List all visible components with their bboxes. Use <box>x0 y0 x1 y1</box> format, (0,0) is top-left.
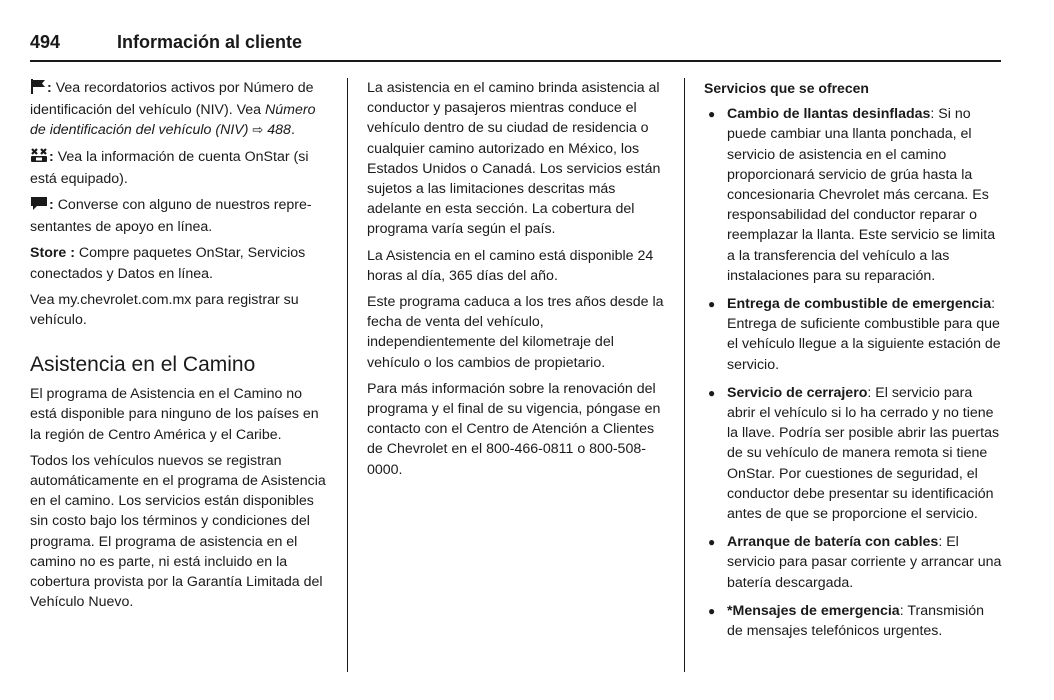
service-term: Arranque de batería con cables <box>727 534 939 551</box>
bullet-icon: ● <box>708 535 716 550</box>
page-number: 494 <box>30 32 61 52</box>
chat-paragraph <box>30 195 328 237</box>
service-text: : Entrega de suficiente combustible para que el vehículo llegue a la siguiente estación de servicio. <box>727 296 1001 373</box>
onstar-paragraph <box>30 147 328 189</box>
flag-paragraph: : Vea recordatorios activos por Número de identificación del vehículo (NIV). Vea Número de identificación del vehículo (NIV) ⇨ 488. <box>30 80 316 139</box>
bullet-icon: ● <box>708 107 716 122</box>
column-divider-left <box>347 78 348 672</box>
bullet-icon: ● <box>708 297 716 312</box>
bullet-icon: ● <box>708 385 716 400</box>
column-right <box>704 78 1002 649</box>
page-header <box>30 30 1001 62</box>
middle-paragraph-1: La asistencia en el camino brinda asistencia al conductor y pasajeros mientras conduce el vehículo dentro de su ciudad de residencia o cualquier camino autorizado en México, los Estados Unidos o Canadá. Los servicios están sujetos a las limitaciones descritas más adelante en esta sección. La cobertura del programa varía según el país. <box>367 80 661 238</box>
chat-text: Converse con alguno de nuestros representantes de apoyo en línea. <box>30 197 312 236</box>
list-item <box>704 104 1002 286</box>
onstar-text: Vea la información de cuenta OnStar (si está equipado). <box>30 148 309 187</box>
flag-text: Vea recordatorios activos por Número de identificación del vehículo (NIV). Vea <box>30 80 314 119</box>
middle-paragraph-2: La Asistencia en el camino está disponible 24 horas al día, 365 días del año. <box>367 247 654 284</box>
middle-paragraph-3: Este programa caduca a los tres años desde la fecha de venta del vehículo, independientemente del kilometraje del vehículo o los cambios de propietario. <box>367 294 664 371</box>
list-item <box>704 294 1002 375</box>
onstar-colon: : <box>49 148 54 165</box>
service-term: Cambio de llantas desinfladas <box>727 106 931 123</box>
header-title: Información al cliente <box>117 32 303 52</box>
service-text: : El servicio para abrir el vehículo si lo ha cerrado y no tiene la llave. Podría ser posible abrir las puertas de su vehículo de manera remota si tiene OnStar. Por cuestiones de seguridad, el conductor debe presentar su identificación antes de que se proporcione el servicio. <box>727 384 1000 523</box>
register-paragraph: Vea my.chevrolet.com.mx para registrar su vehículo. <box>30 291 299 329</box>
service-text: : El servicio para pasar corriente y arrancar una batería descargada. <box>727 534 1002 591</box>
service-term: Servicio de cerrajero <box>727 384 868 401</box>
middle-paragraph-4: Para más información sobre la renovación del programa y el final de su vigencia, póngase en contacto con el Centro de Atención a Clientes de Chevrolet en el 800-466-0811 o 800-508-0000. <box>367 380 661 478</box>
store-label: Store : <box>30 245 75 262</box>
column-divider-right <box>684 78 685 672</box>
flag-colon: : <box>47 80 52 96</box>
chat-colon: : <box>49 197 54 214</box>
store-paragraph <box>30 243 328 283</box>
list-item <box>704 532 1002 593</box>
assistance-paragraph-1: El programa de Asistencia en el Camino no está disponible para ninguno de los países en la región de Centro América y el Caribe. <box>30 386 319 443</box>
list-item <box>704 601 1002 641</box>
service-term: *Mensajes de emergencia <box>727 602 900 619</box>
service-text: : Si no puede cambiar una llanta ponchada, el servicio de asistencia en el camino proporcionará servicio de grúa hasta la concesionaria Chevrolet más cercana. Es responsabilidad del conductor reparar o reemplazar la llanta. Este servicio se limita a la transferencia del vehículo a las instalaciones para su reparación. <box>727 106 996 284</box>
onstar-account-icon <box>30 148 48 169</box>
chat-bubble-icon <box>30 196 48 217</box>
services-list <box>704 104 1002 641</box>
niv-link[interactable]: Número de identificación del vehículo (NIV) <box>30 102 316 139</box>
arrow-right-icon: ⇨ <box>252 122 264 138</box>
column-middle <box>367 78 666 486</box>
service-term: Entrega de combustible de emergencia <box>727 296 992 313</box>
service-text: : Transmisión de mensajes telefónicos urgentes. <box>727 602 985 640</box>
column-left <box>30 78 328 618</box>
section-title: Asistencia en el Camino <box>30 353 256 377</box>
niv-page-ref[interactable]: 488 <box>267 122 291 139</box>
bullet-icon: ● <box>708 603 716 618</box>
list-item <box>704 383 1002 524</box>
flag-icon <box>30 79 46 100</box>
services-heading: Servicios que se ofrecen <box>704 80 869 96</box>
assistance-paragraph-2: Todos los vehículos nuevos se registran automáticamente en el programa de Asistencia en el camino. Los servicios están disponibles sin costo bajo los términos y condiciones del programa. El programa de asistencia en el camino no es parte, ni está incluido en la cobertura provista por la Garantía Limitada del Vehículo Nuevo. <box>30 452 326 611</box>
store-text: Compre paquetes OnStar, Servicios conectados y Datos en línea. <box>30 245 306 282</box>
